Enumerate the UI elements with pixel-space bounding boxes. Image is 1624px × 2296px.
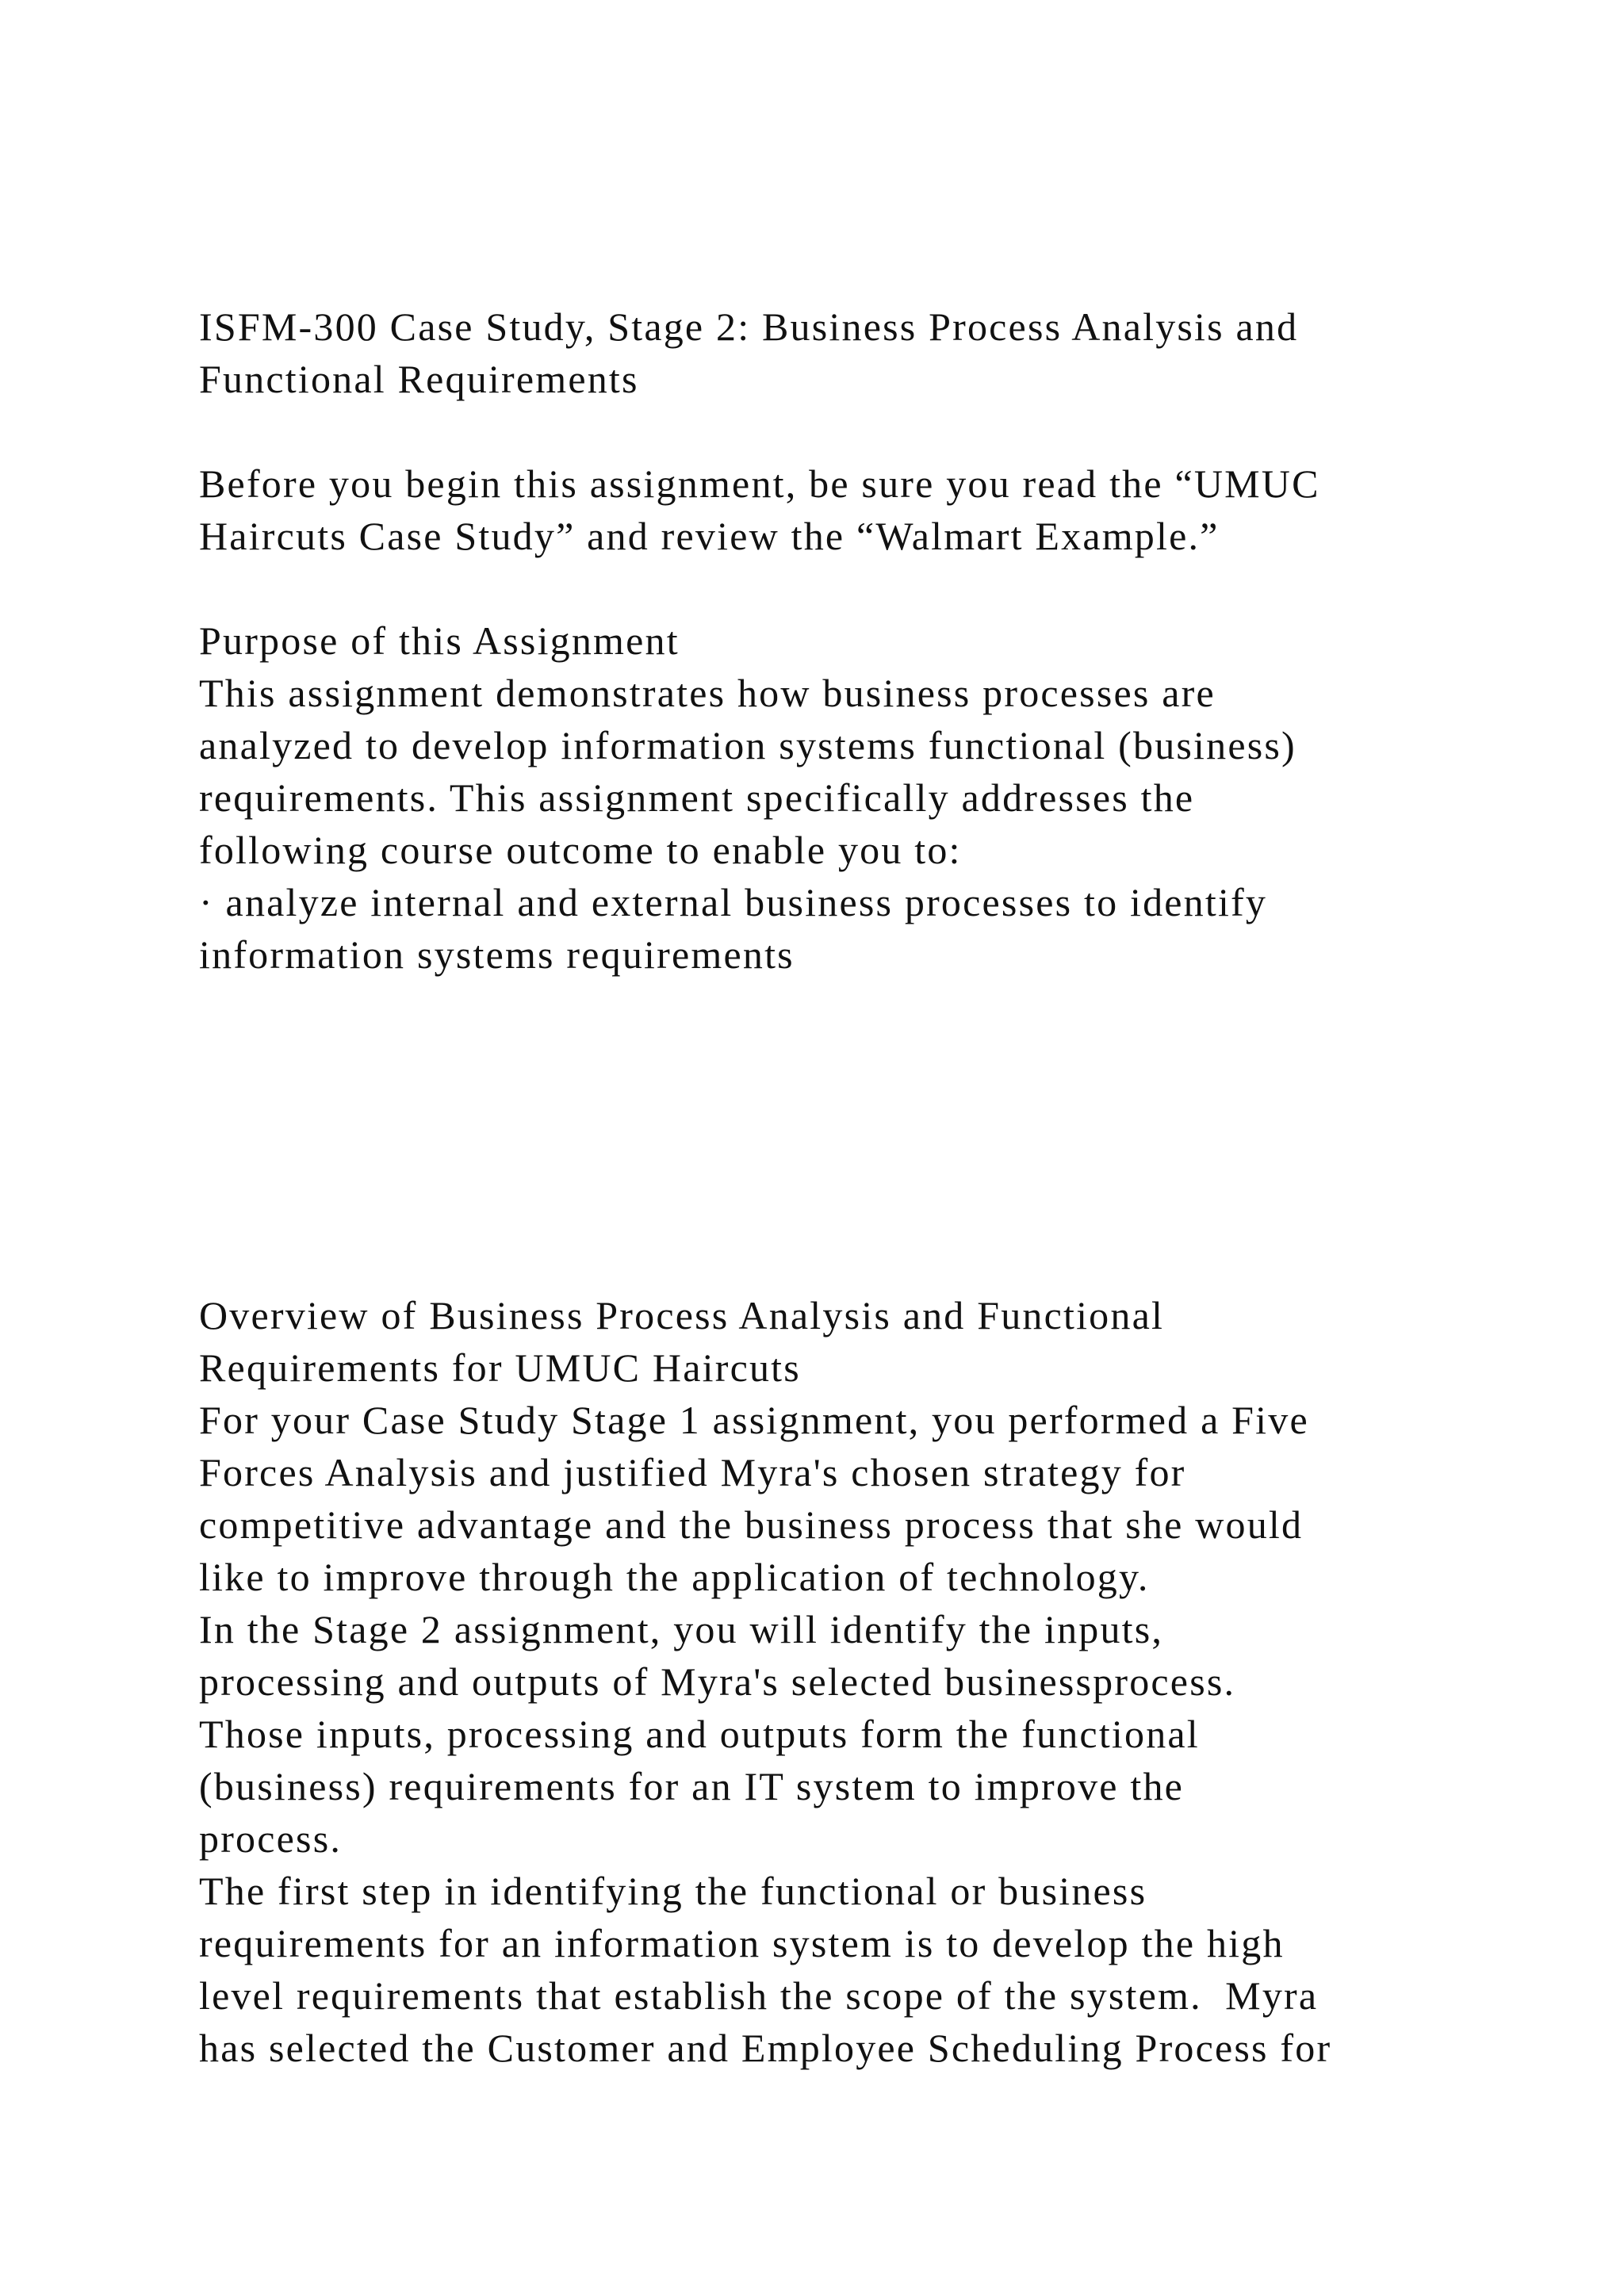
assignment-intro	[199, 300, 1500, 981]
overview-section	[199, 1289, 1500, 2074]
text-line: process.	[199, 1816, 343, 1861]
text-line: requirements. This assignment specifically addresses the	[199, 775, 1195, 820]
text-line: following course outcome to enable you to:	[199, 828, 962, 872]
text-line: The first step in identifying the functional or business	[199, 1869, 1147, 1913]
text-line: ISFM-300 Case Study, Stage 2: Business Process Analysis and	[199, 304, 1299, 349]
text-line: Purpose of this Assignment	[199, 618, 680, 663]
text-line: For your Case Study Stage 1 assignment, you performed a Five	[199, 1398, 1309, 1442]
text-line: analyzed to develop information systems functional (business)	[199, 723, 1297, 767]
text-line: Forces Analysis and justified Myra's chosen strategy for	[199, 1450, 1186, 1494]
text-line: Functional Requirements	[199, 357, 639, 401]
text-line: requirements for an information system is to develop the high	[199, 1921, 1285, 1965]
text-line: level requirements that establish the scope of the system. Myra	[199, 1973, 1319, 2018]
text-line: has selected the Customer and Employee Scheduling Process for	[199, 2026, 1332, 2070]
text-line: Those inputs, processing and outputs form the functional	[199, 1712, 1200, 1756]
text-line: Overview of Business Process Analysis and Functional	[199, 1293, 1165, 1337]
text-line: (business) requirements for an IT system to improve the	[199, 1764, 1185, 1808]
text-line: Before you begin this assignment, be sure you read the “UMUC	[199, 461, 1320, 506]
text-line: processing and outputs of Myra's selected businessprocess.	[199, 1659, 1236, 1704]
text-line: Requirements for UMUC Haircuts	[199, 1345, 801, 1390]
text-line: · analyze internal and external business processes to identify	[199, 880, 1268, 924]
text-line: This assignment demonstrates how business processes are	[199, 671, 1216, 715]
text-line: information systems requirements	[199, 932, 795, 977]
text-line: Haircuts Case Study” and review the “Walmart Example.”	[199, 514, 1220, 558]
text-line: In the Stage 2 assignment, you will identify the inputs,	[199, 1607, 1164, 1651]
text-line	[199, 405, 1500, 457]
text-line: like to improve through the application of technology.	[199, 1555, 1150, 1599]
text-line: competitive advantage and the business process that she would	[199, 1502, 1304, 1547]
text-line	[199, 562, 1500, 614]
